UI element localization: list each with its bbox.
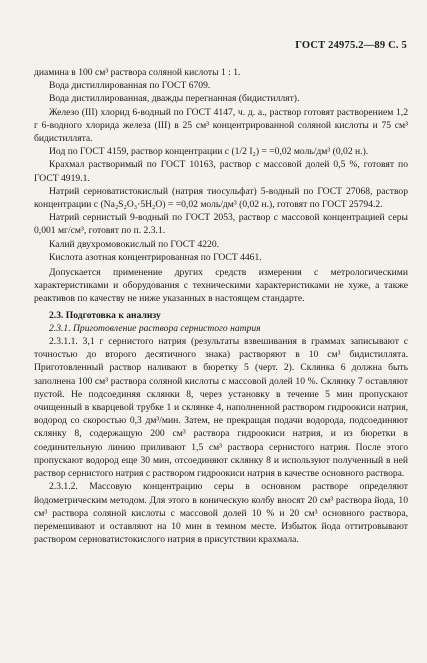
paragraph: Крахмал растворимый по ГОСТ 10163, раствор с массовой долей 0,5 %, готовят по ГОСТ 4919.1.: [34, 159, 408, 184]
paragraph: Иод по ГОСТ 4159, раствор концентрации с (1/2 I₂) = =0,02 моль/дм³ (0,02 н.).: [49, 146, 369, 158]
paragraph: Вода дистиллированная по ГОСТ 6709.: [49, 80, 211, 92]
paragraph: Натрий сернистый 9-водный по ГОСТ 2053, раствор с массовой концентрацией серы 0,001 мг/см³, готовят по п. 2.3.1.: [34, 212, 408, 237]
paragraph: Калий двухромовокислый по ГОСТ 4220.: [49, 238, 220, 250]
paragraph: 2.3.1.2. Массовую концентрацию серы в основном растворе определяют йодометрическим методом. Для этого в коническую колбу вносят 20 см³ раствора йода, 10 см³ раствора соляной кислоты с массовой долей 10 % и 20 см³ основного раствора, перемешивают и оставляют на 10 мин в темном месте. Избыток йода оттитровывают раствором серноватистокислого натрия в присутствии крахмала.: [34, 481, 408, 546]
page-body: [34, 66, 408, 546]
paragraph: Кислота азотная концентрированная по ГОСТ 4461.: [49, 251, 262, 263]
page-header: ГОСТ 24975.2—89 С. 5: [295, 40, 407, 51]
paragraph: Железо (III) хлорид 6-водный по ГОСТ 4147, ч. д. а., раствор готовят растворением 1,2 г 6-водного хлорида железа (III) в 25 см³ концентрированной соляной кислоты и 75 см³ бидистиллята.: [34, 106, 408, 145]
paragraph: диамина в 100 см³ раствора соляной кислоты 1 : 1.: [34, 67, 241, 78]
subsection-heading: 2.3.1. Приготовление раствора сернистого натрия: [49, 322, 261, 334]
paragraph: Допускается применение других средств измерения с метрологическими характеристиками и оборудования с техническими характеристиками не хуже, а также реактивов по качеству не ниже указанных в настоящем стандарте.: [34, 267, 408, 305]
paragraph: 2.3.1.1. 3,1 г сернистого натрия (результаты взвешивания в граммах записывают с точностью до второго десятичного знака) растворяют в 10 см³ бидистиллята. Приготовленный раствор наливают в бюретку 5 (черт. 2). Склянка 6 должна быть заполнена 100 см³ раствора соляной кислоты с массовой долей 10 %. Склянку 7 оставляют пустой. Не подсоединяя склянки 8, через установку в течение 5 мин пропускают очищенный в кварцевой трубке 1 и склянке 4, наполненной раствором гидроокиси натрия, водород со скоростью 0,3 дм³/мин. Затем, не прекращая подачи водорода, подсоединяют склянку 8, содержащую 200 см³ раствора гидроокиси натрия, и из бюретки в соединительную линию приливают 1,5 см³ раствора сернистого натрия. После этого пропускают водород еще 30 мин, отсоединяют склянку 8 и используют полученный в ней раствор сернистого натрия с раствором гидроокиси натрия в качестве основного раствора.: [34, 336, 408, 480]
paragraph: Натрий серноватистокислый (натрия тиосульфат) 5-водный по ГОСТ 27068, раствор концентрации с (Na₂S₂O₃·5H₂O) = =0,02 моль/дм³ (0,02 н.), готовят по ГОСТ 25794.2.: [34, 185, 408, 211]
paragraph: Вода дистиллированная, дважды перегнанная (бидистиллят).: [49, 93, 300, 105]
section-heading: 2.3. Подготовка к анализу: [49, 309, 161, 321]
